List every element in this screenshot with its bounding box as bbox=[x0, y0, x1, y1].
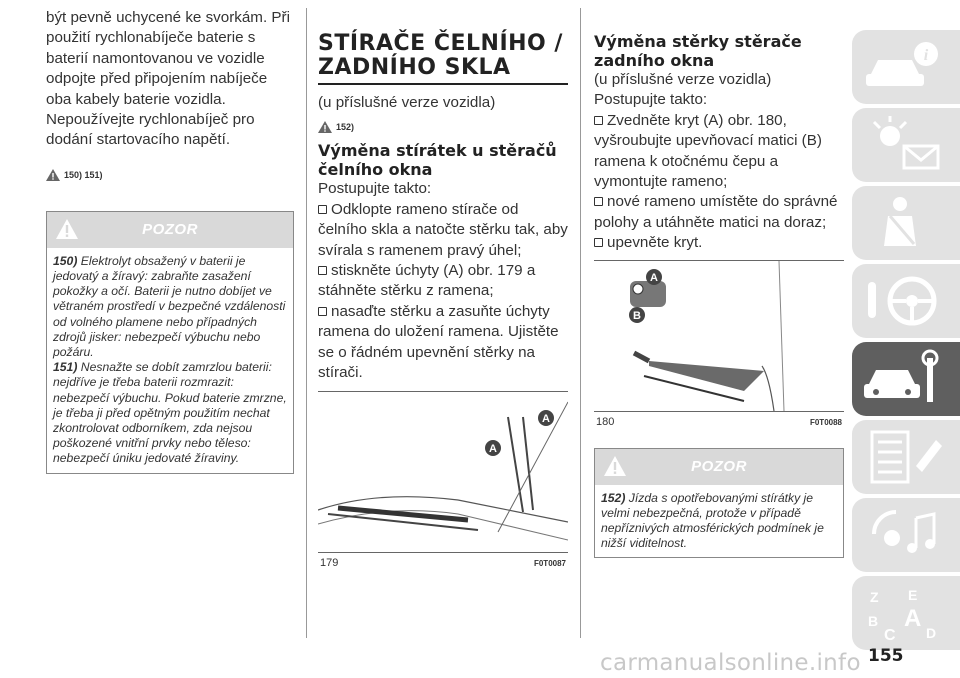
sidebar-tab-warning-lights[interactable] bbox=[852, 108, 960, 182]
pozor-box-wiper bbox=[594, 448, 844, 559]
warning-ref-152: 152) bbox=[318, 121, 568, 133]
chapter-title: STÍRAČE ČELNÍHO / ZADNÍHO SKLA bbox=[318, 31, 563, 80]
pozor-body bbox=[47, 248, 293, 473]
seat-belt-icon bbox=[860, 192, 950, 254]
pozor-title: POZOR bbox=[691, 457, 747, 475]
checkbox-bullet-icon bbox=[594, 116, 603, 125]
svg-text:E: E bbox=[908, 587, 918, 603]
step-1: Odklopte rameno stírače od čelního skla a natočte stěrku tak, aby svírala s ramenem pravý úhel; bbox=[318, 200, 568, 259]
column-divider bbox=[580, 8, 581, 638]
warning-refs: 150) 151) bbox=[46, 169, 294, 181]
wiper-blade-illustration bbox=[318, 392, 568, 552]
sidebar-tab-safety[interactable] bbox=[852, 186, 960, 260]
column-2 bbox=[318, 0, 568, 569]
warning-triangle-icon bbox=[55, 218, 79, 240]
column-3 bbox=[594, 0, 844, 558]
chapter-sidebar bbox=[852, 30, 960, 654]
checkbox-bullet-icon bbox=[594, 197, 603, 206]
column-1 bbox=[46, 0, 294, 474]
steering-wheel-icon bbox=[860, 270, 950, 332]
pozor-body bbox=[595, 485, 843, 558]
watermark: carmanualsonline.info bbox=[600, 650, 861, 676]
svg-text:C: C bbox=[884, 627, 896, 644]
steps-lead: Postupujte takto: bbox=[318, 180, 432, 198]
svg-text:Z: Z bbox=[870, 589, 879, 605]
warning-lights-icon bbox=[860, 114, 950, 176]
rear-wiper-illustration bbox=[594, 261, 844, 411]
section-title-front: Výměna stírátek u stěračů čelního okna bbox=[318, 141, 557, 180]
pozor-header bbox=[47, 212, 293, 248]
warning-triangle-icon bbox=[603, 455, 627, 477]
svg-text:A: A bbox=[650, 271, 658, 284]
multimedia-icon bbox=[860, 504, 950, 566]
sidebar-tab-index[interactable] bbox=[852, 576, 960, 650]
steps-lead: Postupujte takto: bbox=[594, 91, 708, 109]
section-title-rear: Výměna stěrky stěrače zadního okna bbox=[594, 32, 802, 70]
pozor-title: POZOR bbox=[142, 220, 198, 238]
checkbox-bullet-icon bbox=[594, 238, 603, 247]
sidebar-tab-driving[interactable] bbox=[852, 264, 960, 338]
checkbox-bullet-icon bbox=[318, 205, 327, 214]
svg-text:A: A bbox=[904, 605, 922, 632]
car-service-icon bbox=[860, 348, 950, 410]
checkbox-bullet-icon bbox=[318, 266, 327, 275]
svg-text:B: B bbox=[633, 309, 641, 322]
column-divider bbox=[306, 8, 307, 638]
step-3: nasaďte stěrku a zasuňte úchyty ramena do uložení ramena. Ujistěte se o řádném upevnění stěrky na stírači. bbox=[318, 302, 559, 382]
step-1: Zvedněte kryt (A) obr. 180, vyšroubujte upevňovací matici (B) ramena k otočnému čepu a vymontujte rameno; bbox=[594, 111, 822, 191]
svg-text:B: B bbox=[868, 613, 879, 629]
warning-icon bbox=[46, 169, 60, 181]
car-info-icon bbox=[860, 36, 950, 98]
sidebar-tab-car-info[interactable] bbox=[852, 30, 960, 104]
title-rule bbox=[318, 83, 568, 85]
step-2: stiskněte úchyty (A) obr. 179 a stáhněte stěrku z ramena; bbox=[318, 262, 536, 300]
checkbox-bullet-icon bbox=[318, 307, 327, 316]
warning-icon bbox=[318, 121, 332, 133]
checklist-icon bbox=[860, 426, 950, 488]
pozor-box-battery bbox=[46, 211, 294, 474]
pozor-item-152: 152) Jízda s opotřebovanými stírátky je velmi nebezpečná, protože v případě nepříznivých atmosférických podmínek je nižší viditelnost. bbox=[601, 490, 824, 551]
figure-180-caption: 180 F0T0088 bbox=[596, 415, 842, 428]
version-note: (u příslušné verze vozidla) bbox=[594, 71, 772, 88]
svg-text:D: D bbox=[926, 625, 937, 641]
step-2: nové rameno umístěte do správné polohy a utáhněte matici na doraz; bbox=[594, 193, 838, 231]
page-number: 155 bbox=[868, 646, 904, 666]
pozor-header bbox=[595, 449, 843, 485]
svg-text:A: A bbox=[542, 413, 550, 426]
step-3: upevněte kryt. bbox=[594, 233, 844, 253]
battery-intro-text: být pevně uchycené ke svorkám. Při použití rychlonabíječe baterie s baterií namontovanou ve vozidle odpojte před připojením nabíječe oba kabely baterie vozidla. Nepoužívejte rychlonabíječ pro dodání startovacího napětí. bbox=[46, 9, 290, 149]
alphabet-index-icon bbox=[860, 582, 950, 644]
version-note: (u příslušné verze vozidla) bbox=[318, 94, 496, 111]
svg-text:i: i bbox=[923, 47, 929, 64]
sidebar-tab-multimedia[interactable] bbox=[852, 498, 960, 572]
pozor-item-151: 151) Nesnažte se dobít zamrzlou baterii: nejdříve je třeba baterii rozmrazit: nebezpečí výbuchu. Pokud baterie zmrzne, je třeba ji před opětným použitím nechat zkontrolovat odborníkem, zda nejsou poškozené vnitřní prvky nebo těleso: nebezpečí úniku jedovaté žíraviny. bbox=[53, 360, 287, 466]
figure-179 bbox=[318, 391, 568, 553]
svg-text:A: A bbox=[489, 443, 497, 456]
sidebar-tab-technical-data[interactable] bbox=[852, 420, 960, 494]
pozor-item-150: 150) Elektrolyt obsažený v baterii je jedovatý a žíravý: zabraňte zasažení pokožky a očí. Baterii je nutno dobíjet ve větraném prostředí v bezpečné vzdálenosti od volného plamene nebo případných zdrojů jisker: nebezpečí výbuchu nebo požáru. bbox=[53, 253, 286, 360]
figure-180 bbox=[594, 260, 844, 412]
sidebar-tab-service[interactable] bbox=[852, 342, 960, 416]
figure-179-caption: 179 F0T0087 bbox=[320, 557, 566, 570]
